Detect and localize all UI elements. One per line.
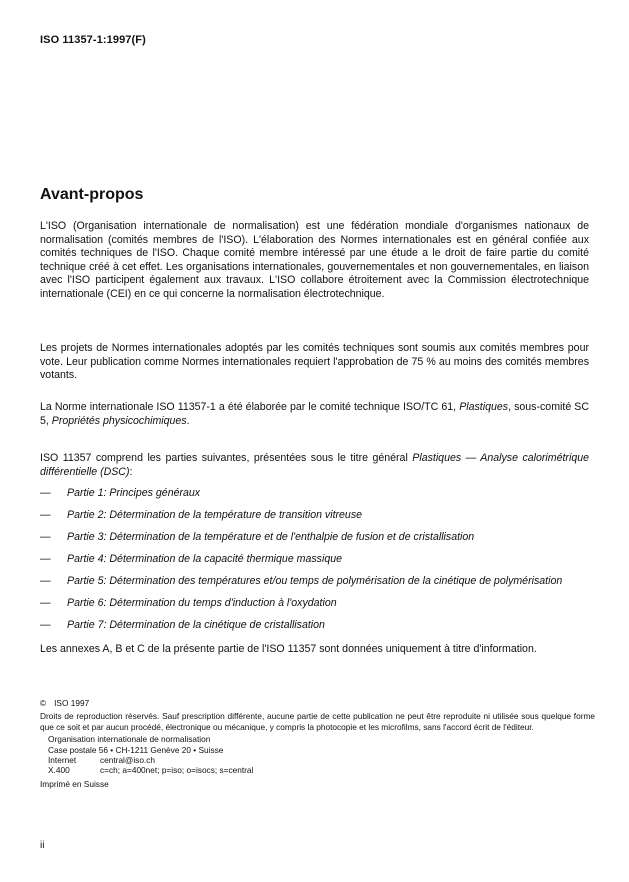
- list-dash: —: [40, 575, 51, 587]
- paragraph-text: L'ISO (Organisation internationale de normalisation) est une fédération mondiale d'organismes nationaux de normalisation (comités membres de l'ISO). L'élaboration des Normes internationales est en général confiée aux comités techniques de l'ISO. Chaque comité membre intéressé par une étude a le droit de faire partie du comité technique créé à cet effet. Les organisations internationales, gouvernementales et non gouvernementales, en liaison avec l'ISO participent également aux travaux. L'ISO collabore étroitement avec la Commission électrotechnique internationale (CEI) en ce qui concerne la normalisation électrotechnique.: [40, 220, 589, 300]
- committee-plastiques: Plastiques: [459, 401, 509, 413]
- list-item: [40, 553, 589, 566]
- paragraph-text: La Norme internationale ISO 11357-1 a été élaborée par le comité technique ISO/TC 61,: [40, 401, 460, 413]
- x400-label: X.400: [48, 765, 70, 776]
- part-title: Partie 1: Principes généraux: [67, 487, 201, 499]
- publisher-address: [48, 734, 595, 776]
- internet-address: central@iso.ch: [100, 755, 155, 766]
- rights-notice: Droits de reproduction réservés. Sauf prescription différente, aucune partie de cette publication ne peut être reproduite ni utilisée sous quelque forme que ce soit et par aucun procédé, électronique ou mécanique, y compris la photocopie et les microfilms, sans l'accord écrit de l'éditeur.: [40, 711, 595, 732]
- list-item: [40, 531, 589, 544]
- paragraph-text: ISO 11357 comprend les parties suivantes, présentées sous le titre général: [40, 452, 413, 464]
- list-dash: —: [40, 619, 51, 631]
- printed-in: Imprimé en Suisse: [40, 778, 109, 789]
- publisher-name: Organisation internationale de normalisation: [48, 734, 211, 745]
- list-item: [40, 487, 589, 500]
- x400-address: c=ch; a=400net; p=iso; o=isocs; s=central: [100, 765, 254, 776]
- postal-address: Case postale 56 • CH-1211 Genève 20 • Suisse: [48, 744, 224, 755]
- paragraph-text: , sous-comité SC 5,: [40, 401, 589, 427]
- list-item: [40, 575, 589, 588]
- page-number: ii: [40, 840, 45, 851]
- part-title: Partie 5: Détermination des températures et/ou temps de polymérisation de la cinétique de polymérisation: [67, 575, 563, 587]
- series-title: Plastiques — Analyse calorimétrique différentielle (DSC): [40, 452, 589, 478]
- paragraph-parts-intro: ISO 11357 comprend les parties suivantes, présentées sous le titre général Plastiques — Analyse calorimétrique différentielle (DSC):: [40, 452, 589, 478]
- copyright-icon: ©: [40, 698, 47, 708]
- paragraph-text: Les projets de Normes internationales adoptés par les comités techniques sont soumis aux comités membres pour vote. Leur publication comme Normes internationales requiert l'approbation de 75 % au moins des comités membres votants.: [40, 342, 589, 382]
- copyright-block: [40, 698, 595, 789]
- document-id: ISO 11357-1:1997(F): [40, 34, 146, 46]
- list-dash: —: [40, 509, 51, 521]
- part-title: Partie 6: Détermination du temps d'induction à l'oxydation: [67, 597, 337, 609]
- list-dash: —: [40, 487, 51, 499]
- paragraph-annexes: [40, 643, 589, 657]
- list-dash: —: [40, 597, 51, 609]
- part-title: Partie 7: Détermination de la cinétique de cristallisation: [67, 619, 325, 631]
- internet-label: Internet: [48, 755, 77, 766]
- list-item: [40, 597, 589, 610]
- part-title: Partie 4: Détermination de la capacité thermique massique: [67, 553, 342, 565]
- copyright-notice: ISO 1997: [54, 698, 90, 708]
- paragraph-text: Les annexes A, B et C de la présente partie de l'ISO 11357 sont données uniquement à titre d'information.: [40, 643, 537, 655]
- list-item: [40, 619, 589, 632]
- part-title: Partie 2: Détermination de la température de transition vitreuse: [67, 509, 363, 521]
- parts-list: [40, 487, 589, 632]
- page-title: Avant-propos: [40, 186, 144, 203]
- paragraph-voting: [40, 342, 589, 383]
- paragraph-committee: La Norme internationale ISO 11357-1 a été élaborée par le comité technique ISO/TC 61, Plastiques, sous-comité SC 5, Propriétés physicochimiques.: [40, 401, 589, 427]
- list-dash: —: [40, 531, 51, 543]
- list-dash: —: [40, 553, 51, 565]
- subcommittee-name: Propriétés physicochimiques: [51, 414, 187, 427]
- list-item: [40, 509, 589, 522]
- paragraph-intro: [40, 220, 589, 302]
- part-title: Partie 3: Détermination de la température et de l'enthalpie de fusion et de cristallisation: [67, 531, 475, 543]
